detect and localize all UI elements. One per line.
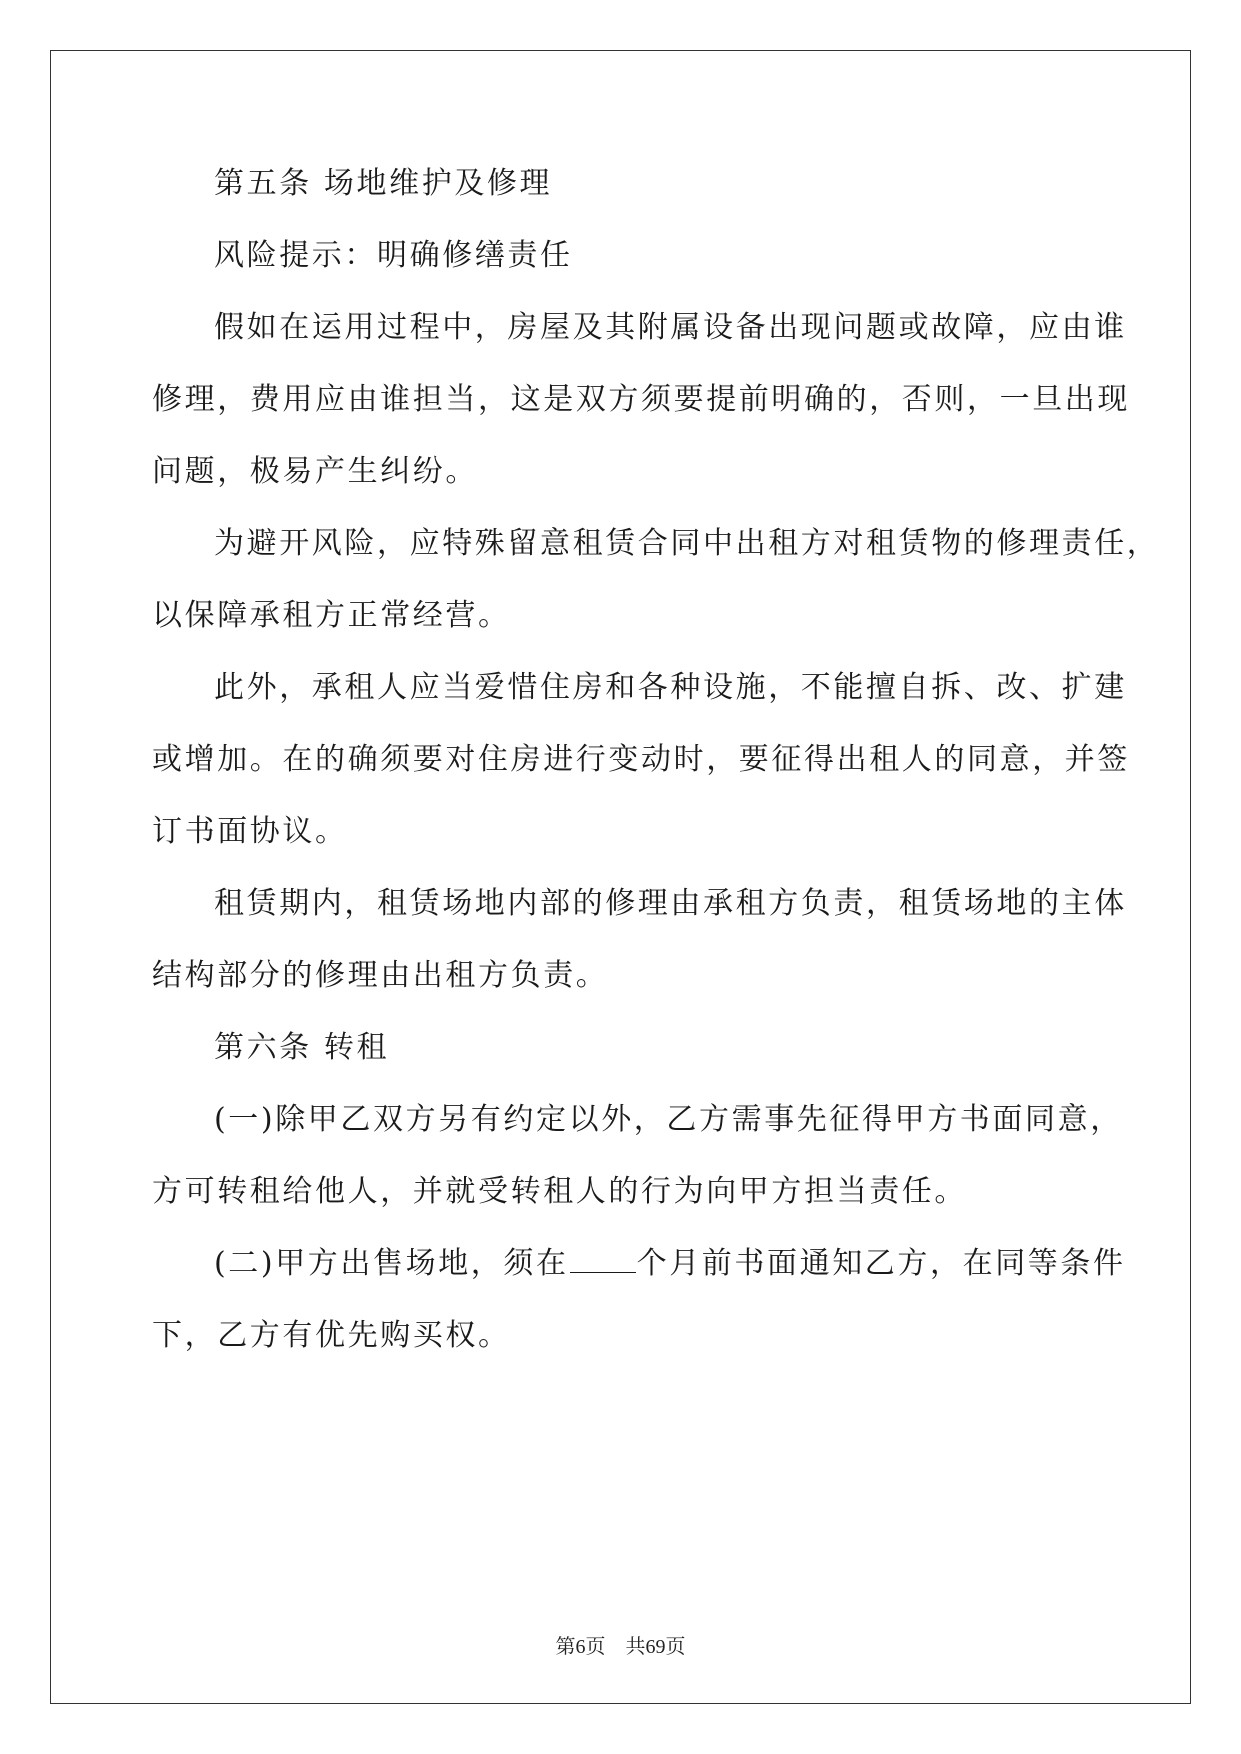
article-five-heading: 第五条 场地维护及修理 bbox=[214, 166, 553, 201]
paragraph-line: 问题，极易产生纠纷。 bbox=[152, 454, 478, 489]
page-suffix: 页 bbox=[585, 1636, 606, 1658]
total-pages: 69 bbox=[645, 1636, 666, 1658]
risk-tip-line: 风险提示：明确修缮责任 bbox=[214, 238, 573, 273]
paragraph-line: 修理，费用应由谁担当，这是双方须要提前明确的，否则，一旦出现 bbox=[152, 382, 1130, 417]
article-six-heading: 第六条 转租 bbox=[214, 1030, 390, 1065]
total-suffix: 页 bbox=[665, 1636, 686, 1658]
fill-in-blank bbox=[570, 1244, 636, 1273]
page-border bbox=[50, 50, 1191, 1704]
page-number: 6 bbox=[575, 1636, 586, 1658]
paragraph-line: 方可转租给他人，并就受转租人的行为向甲方担当责任。 bbox=[152, 1174, 967, 1209]
paragraph-line: 结构部分的修理由出租方负责。 bbox=[152, 958, 609, 993]
paragraph-line: 假如在运用过程中，房屋及其附属设备出现问题或故障，应由谁 bbox=[214, 310, 1127, 345]
line-text-before-blank: (二)甲方出售场地，须在 bbox=[214, 1246, 569, 1281]
paragraph-line-with-blank bbox=[214, 1242, 1126, 1286]
page-prefix: 第 bbox=[555, 1636, 576, 1658]
paragraph-line: 此外，承租人应当爱惜住房和各种设施，不能擅自拆、改、扩建 bbox=[214, 670, 1127, 705]
paragraph-line: (一)除甲乙双方另有约定以外，乙方需事先征得甲方书面同意， bbox=[214, 1102, 1123, 1137]
paragraph-line: 下，乙方有优先购买权。 bbox=[152, 1318, 511, 1353]
page-footer bbox=[0, 1630, 1241, 1659]
line-text-after-blank: 个月前书面通知乙方，在同等条件 bbox=[636, 1246, 1126, 1281]
paragraph-line: 以保障承租方正常经营。 bbox=[152, 598, 511, 633]
paragraph-line: 为避开风险，应特殊留意租赁合同中出租方对租赁物的修理责任， bbox=[214, 526, 1160, 561]
paragraph-line: 或增加。在的确须要对住房进行变动时，要征得出租人的同意，并签 bbox=[152, 742, 1130, 777]
paragraph-line: 订书面协议。 bbox=[152, 814, 348, 849]
paragraph-line: 租赁期内，租赁场地内部的修理由承租方负责，租赁场地的主体 bbox=[214, 886, 1127, 921]
total-prefix: 共 bbox=[625, 1636, 646, 1658]
